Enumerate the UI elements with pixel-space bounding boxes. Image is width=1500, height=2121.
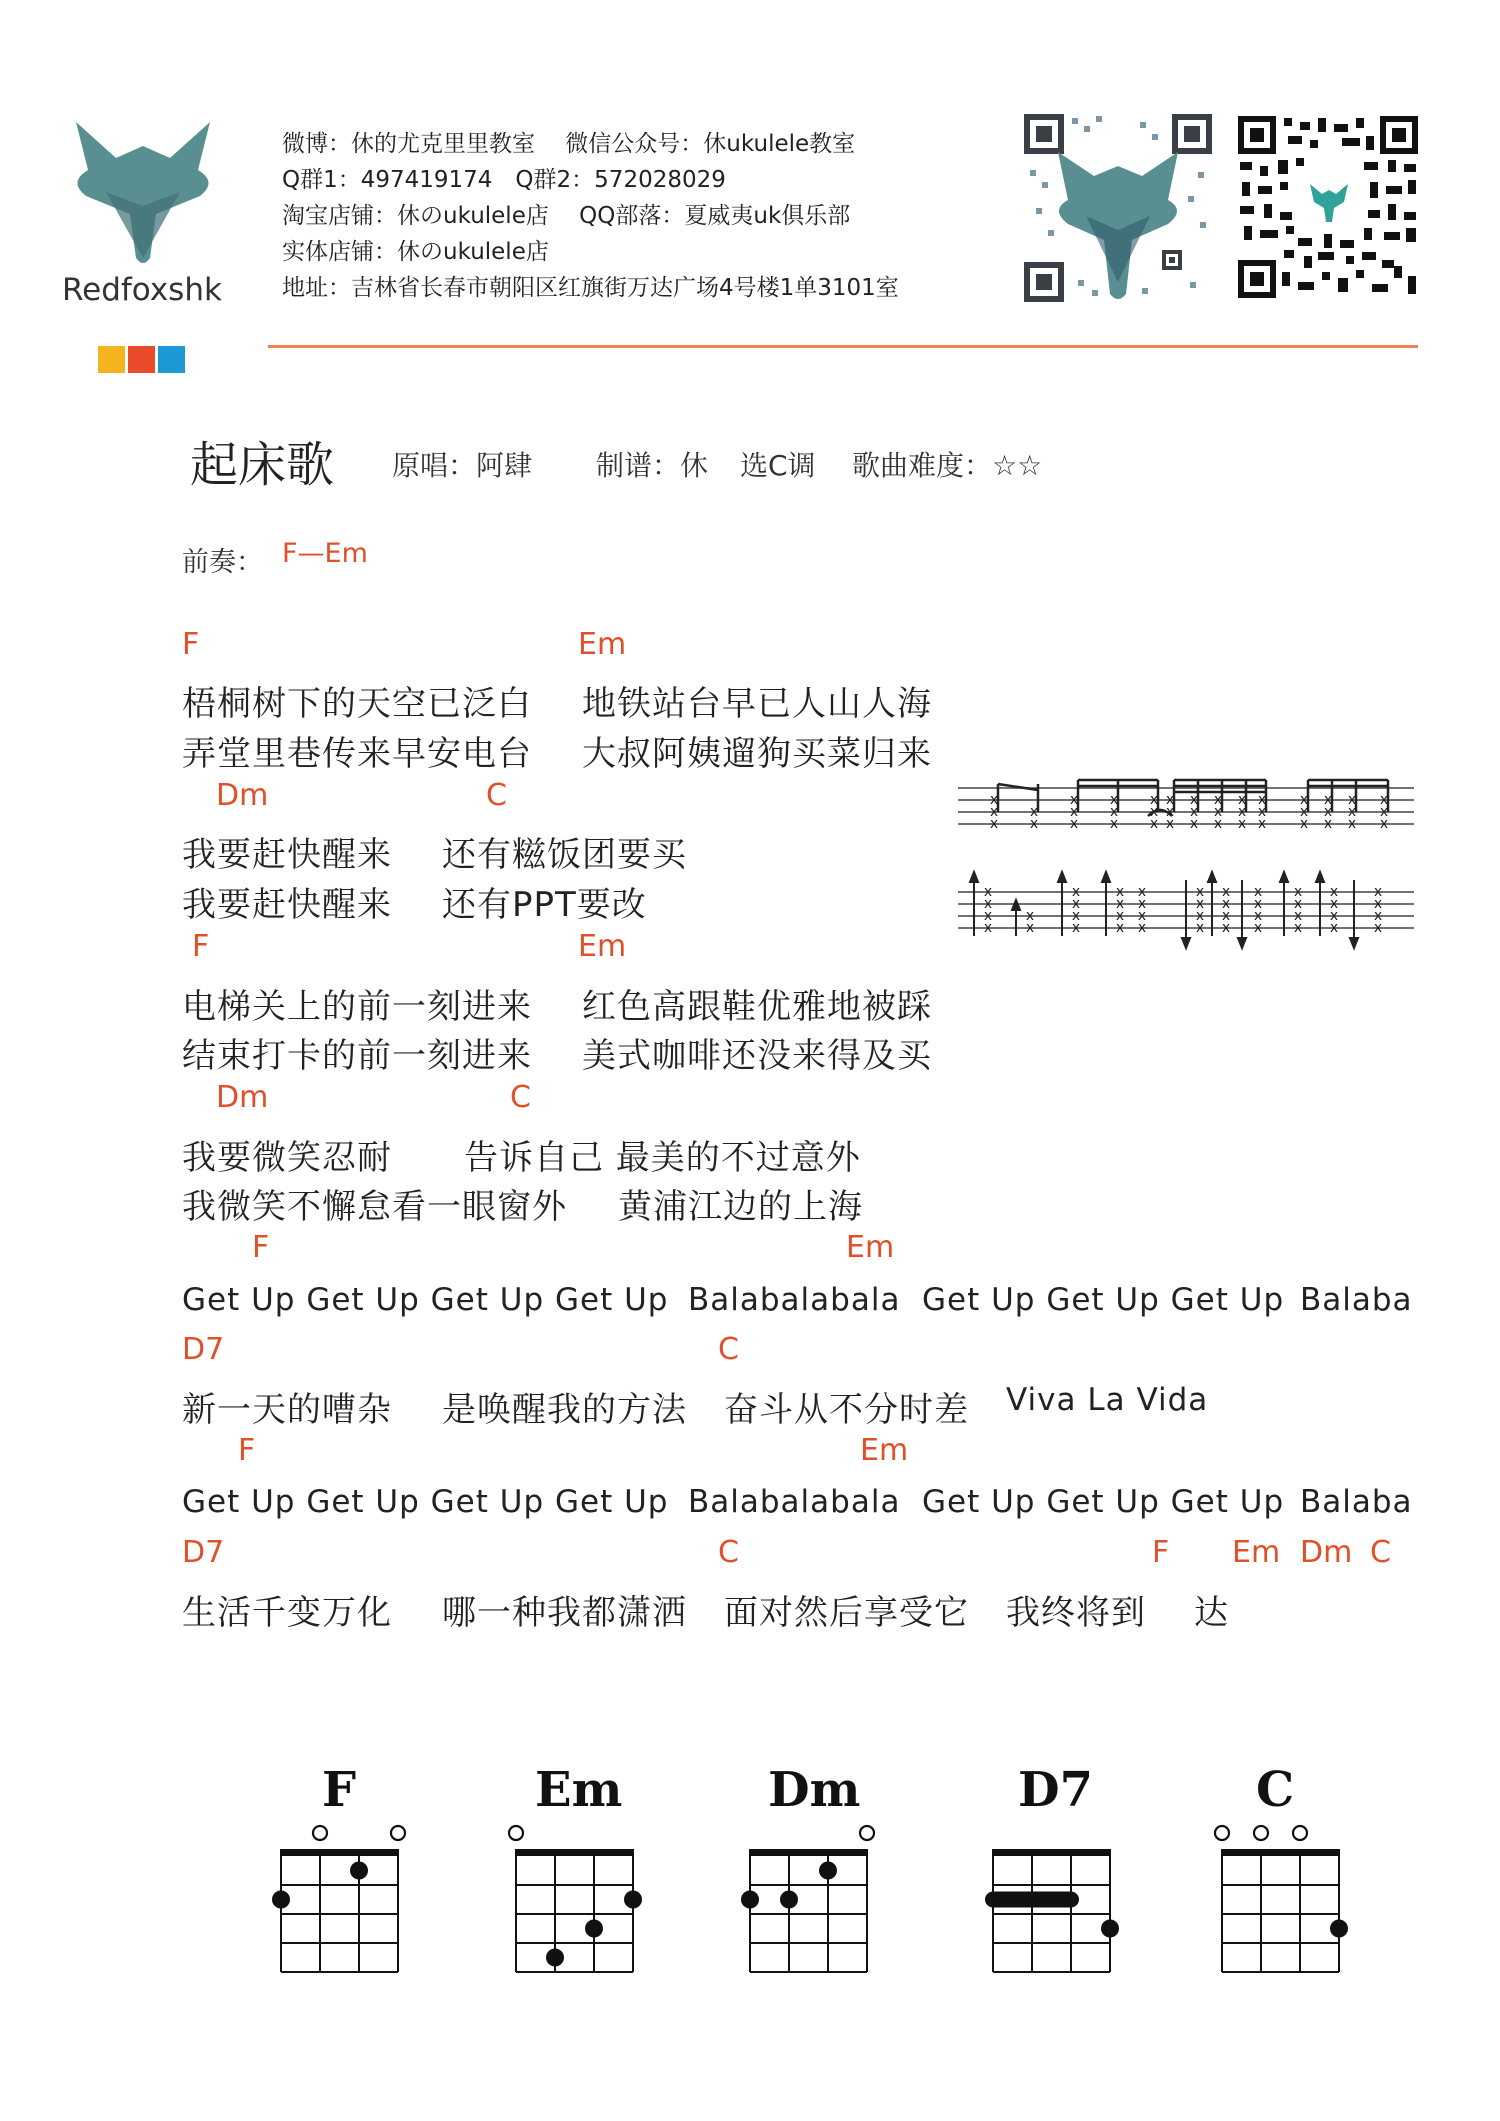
svg-text:x: x <box>983 884 993 900</box>
svg-text:x: x <box>1347 792 1357 808</box>
svg-text:x: x <box>1373 920 1383 936</box>
chord-label: C <box>718 1535 739 1570</box>
svg-text:x: x <box>1137 896 1147 912</box>
finger-dot <box>741 1891 759 1909</box>
qr-code-wechat-icon <box>1238 116 1418 298</box>
chord-label: C <box>1370 1535 1391 1570</box>
chord-label: D7 <box>182 1535 225 1570</box>
svg-text:x: x <box>1329 908 1339 924</box>
chord-nut <box>992 1849 1111 1856</box>
lyric-line: 电梯关上的前一刻进来 <box>182 987 532 1027</box>
svg-text:x: x <box>1165 792 1175 808</box>
finger-dot <box>350 1862 368 1880</box>
contact-physical-store: 实体店铺：休のukulele店 <box>282 239 549 265</box>
lyric-line: 大叔阿姨遛狗买菜归来 <box>582 734 932 774</box>
lyric-line: 还有PPT要改 <box>442 885 647 925</box>
svg-text:x: x <box>1253 908 1263 924</box>
lyric-line: 黄浦江边的上海 <box>618 1187 863 1227</box>
header-divider <box>268 345 1418 348</box>
lyric-line: 弄堂里巷传来早安电台 <box>182 734 532 774</box>
song-difficulty: 歌曲难度：☆☆ <box>852 449 1043 482</box>
svg-text:x: x <box>1109 804 1119 820</box>
svg-text:x: x <box>1189 804 1199 820</box>
svg-text:x: x <box>1379 816 1389 832</box>
chord-label: F <box>238 1433 256 1468</box>
finger-dot <box>819 1862 837 1880</box>
chord-nut <box>515 1849 634 1856</box>
svg-text:x: x <box>1379 804 1389 820</box>
lyric-line: 面对然后享受它 <box>724 1593 969 1633</box>
svg-text:x: x <box>1221 884 1231 900</box>
qr-code-fox-icon <box>1022 112 1214 304</box>
svg-text:x: x <box>1189 792 1199 808</box>
svg-text:x: x <box>1379 792 1389 808</box>
chord-label: Dm <box>216 778 269 813</box>
finger-dot <box>585 1920 603 1938</box>
brand-square-red <box>128 346 155 373</box>
svg-text:x: x <box>1137 908 1147 924</box>
svg-text:x: x <box>1221 908 1231 924</box>
lyric-line: 告诉自己 最美的不过意外 <box>464 1138 861 1178</box>
svg-text:x: x <box>983 920 993 936</box>
lyric-line: 梧桐树下的天空已泛白 <box>182 684 532 724</box>
contact-weibo-wechat: 微博：休的尤克里里教室 微信公众号：休ukulele教室 <box>282 131 856 157</box>
lyric-line: Get Up Get Up Get Up Get Up <box>182 1484 669 1520</box>
svg-text:x: x <box>1299 816 1309 832</box>
svg-text:x: x <box>1221 920 1231 936</box>
chord-chart-title: Dm <box>768 1762 861 1818</box>
open-string-marker <box>313 1826 327 1840</box>
svg-text:x: x <box>1149 792 1159 808</box>
chord-label: Em <box>578 929 627 964</box>
svg-text:x: x <box>1329 920 1339 936</box>
chord-chart-title: F <box>322 1762 357 1818</box>
svg-text:x: x <box>1221 896 1231 912</box>
svg-text:x: x <box>1189 816 1199 832</box>
svg-text:x: x <box>1195 920 1205 936</box>
lyric-line: Balabalabala <box>688 1282 901 1318</box>
lyric-line: 红色高跟鞋优雅地被踩 <box>582 987 932 1027</box>
svg-text:x: x <box>1029 804 1039 820</box>
contact-qq-groups: Q群1：497419174 Q群2：572028029 <box>282 167 726 193</box>
lyric-line: 我要赶快醒来 <box>182 835 392 875</box>
lyric-line: 结束打卡的前一刻进来 <box>182 1036 532 1076</box>
svg-text:x: x <box>1329 884 1339 900</box>
lyric-line: Get Up Get Up Get Up <box>922 1484 1285 1520</box>
chord-label: Em <box>846 1230 895 1265</box>
lyric-line: Get Up Get Up Get Up Get Up <box>182 1282 669 1318</box>
svg-text:x: x <box>1293 920 1303 936</box>
chord-nut <box>749 1849 868 1856</box>
svg-text:x: x <box>1071 896 1081 912</box>
lyric-line: 我终将到 <box>1006 1593 1146 1633</box>
svg-text:x: x <box>1373 896 1383 912</box>
finger-dot <box>1330 1920 1348 1938</box>
svg-text:x: x <box>1237 792 1247 808</box>
chord-label: C <box>718 1332 739 1367</box>
svg-text:x: x <box>1257 804 1267 820</box>
contact-taobao-qq-tribe: 淘宝店铺：休のukulele店 QQ部落：夏威夷uk俱乐部 <box>282 203 851 229</box>
chord-label: Dm <box>216 1080 269 1115</box>
chord-label: F <box>252 1230 270 1265</box>
svg-text:x: x <box>1195 884 1205 900</box>
svg-text:x: x <box>1137 884 1147 900</box>
lyric-line: 我微笑不懈怠看一眼窗外 <box>182 1187 567 1227</box>
svg-text:x: x <box>1253 896 1263 912</box>
svg-text:x: x <box>1165 804 1175 820</box>
lyric-line: 奋斗从不分时差 <box>724 1390 969 1430</box>
lyric-line: 还有糍饭团要买 <box>442 835 687 875</box>
lyric-line: 我要微笑忍耐 <box>182 1138 392 1178</box>
svg-text:x: x <box>1293 884 1303 900</box>
lyric-line: 地铁站台早已人山人海 <box>582 684 932 724</box>
chord-label: Dm <box>1300 1535 1353 1570</box>
brand-square-blue <box>158 346 185 373</box>
svg-text:x: x <box>1329 896 1339 912</box>
svg-text:x: x <box>1213 816 1223 832</box>
svg-text:x: x <box>1323 816 1333 832</box>
lyric-line: 我要赶快醒来 <box>182 885 392 925</box>
finger-dot <box>272 1891 290 1909</box>
svg-text:x: x <box>1115 920 1125 936</box>
svg-text:x: x <box>1213 792 1223 808</box>
svg-text:x: x <box>1115 884 1125 900</box>
intro-chords: F—Em <box>282 538 368 569</box>
chord-chart-diagrams <box>0 1800 1500 2020</box>
svg-text:x: x <box>1195 896 1205 912</box>
svg-text:x: x <box>1071 920 1081 936</box>
svg-text:x: x <box>1149 804 1159 820</box>
open-string-marker <box>509 1826 523 1840</box>
svg-text:x: x <box>1165 816 1175 832</box>
lyric-line: Get Up Get Up Get Up <box>922 1282 1285 1318</box>
svg-text:x: x <box>1071 884 1081 900</box>
lyric-line: Viva La Vida <box>1006 1382 1209 1418</box>
svg-text:x: x <box>1069 804 1079 820</box>
chord-nut <box>280 1849 399 1856</box>
finger-dot <box>546 1949 564 1967</box>
chord-chart-title: D7 <box>1018 1762 1094 1818</box>
svg-text:x: x <box>1115 908 1125 924</box>
finger-dot <box>624 1891 642 1909</box>
chord-label: D7 <box>182 1332 225 1367</box>
svg-text:x: x <box>989 804 999 820</box>
lyric-line: 生活千变万化 <box>182 1593 392 1633</box>
svg-text:x: x <box>1029 816 1039 832</box>
svg-text:x: x <box>1109 816 1119 832</box>
svg-text:x: x <box>1323 804 1333 820</box>
chord-label: F <box>182 627 200 662</box>
svg-text:x: x <box>1237 816 1247 832</box>
song-singer: 原唱：阿肆 <box>392 449 533 482</box>
svg-text:x: x <box>1293 896 1303 912</box>
lyric-line: 达 <box>1194 1593 1229 1633</box>
svg-text:x: x <box>1299 792 1309 808</box>
chord-label: Em <box>1232 1535 1281 1570</box>
svg-text:x: x <box>1347 816 1357 832</box>
svg-text:x: x <box>1213 804 1223 820</box>
open-string-marker <box>1293 1826 1307 1840</box>
svg-text:x: x <box>1109 792 1119 808</box>
chord-label: Em <box>860 1433 909 1468</box>
song-key: 选C调 <box>740 449 816 482</box>
svg-text:x: x <box>1069 816 1079 832</box>
chord-nut <box>1221 1849 1340 1856</box>
brand-square-yellow <box>98 346 125 373</box>
svg-text:x: x <box>1253 884 1263 900</box>
finger-dot <box>780 1891 798 1909</box>
svg-text:x: x <box>1071 908 1081 924</box>
svg-text:x: x <box>989 792 999 808</box>
lyric-line: 美式咖啡还没来得及买 <box>582 1036 932 1076</box>
svg-text:x: x <box>1347 804 1357 820</box>
svg-text:x: x <box>1195 908 1205 924</box>
svg-text:x: x <box>1293 908 1303 924</box>
open-string-marker <box>1215 1826 1229 1840</box>
svg-text:x: x <box>1257 792 1267 808</box>
svg-text:x: x <box>1257 816 1267 832</box>
svg-text:x: x <box>1373 908 1383 924</box>
brand-name: Redfoxshk <box>62 272 222 308</box>
open-string-marker <box>391 1826 405 1840</box>
finger-dot <box>1101 1920 1119 1938</box>
svg-text:x: x <box>1115 896 1125 912</box>
lyric-line: 哪一种我都潇洒 <box>442 1593 687 1633</box>
chord-label: Em <box>578 627 627 662</box>
chord-label: C <box>486 778 507 813</box>
svg-text:x: x <box>1237 804 1247 820</box>
svg-text:x: x <box>1253 920 1263 936</box>
svg-text:x: x <box>1025 920 1035 936</box>
svg-text:x: x <box>1069 792 1079 808</box>
svg-text:x: x <box>1137 920 1147 936</box>
intro-label: 前奏： <box>182 547 263 578</box>
fox-logo-icon <box>68 118 218 263</box>
svg-text:x: x <box>983 896 993 912</box>
chord-chart-title: C <box>1256 1762 1295 1818</box>
svg-text:x: x <box>1373 884 1383 900</box>
open-string-marker <box>1254 1826 1268 1840</box>
song-title: 起床歌 <box>190 437 335 493</box>
chord-label: C <box>510 1080 531 1115</box>
svg-text:x: x <box>1149 816 1159 832</box>
chord-chart-title: Em <box>535 1762 623 1818</box>
lyric-line: Balaba <box>1300 1282 1413 1318</box>
open-string-marker <box>860 1826 874 1840</box>
lyric-line: 新一天的嘈杂 <box>182 1390 392 1430</box>
chord-label: F <box>192 929 210 964</box>
svg-text:x: x <box>1323 792 1333 808</box>
song-arranger: 制谱：休 <box>596 449 709 482</box>
strum-rhythm-notation-icon <box>958 776 1414 976</box>
svg-text:x: x <box>983 908 993 924</box>
lyric-line: Balaba <box>1300 1484 1413 1520</box>
lyric-line: Balabalabala <box>688 1484 901 1520</box>
svg-text:x: x <box>1025 908 1035 924</box>
svg-text:x: x <box>1299 804 1309 820</box>
chord-label: F <box>1152 1535 1170 1570</box>
lyric-line: 是唤醒我的方法 <box>442 1390 687 1430</box>
svg-text:x: x <box>989 816 999 832</box>
contact-address: 地址：吉林省长春市朝阳区红旗街万达广场4号楼1单3101室 <box>282 275 899 301</box>
